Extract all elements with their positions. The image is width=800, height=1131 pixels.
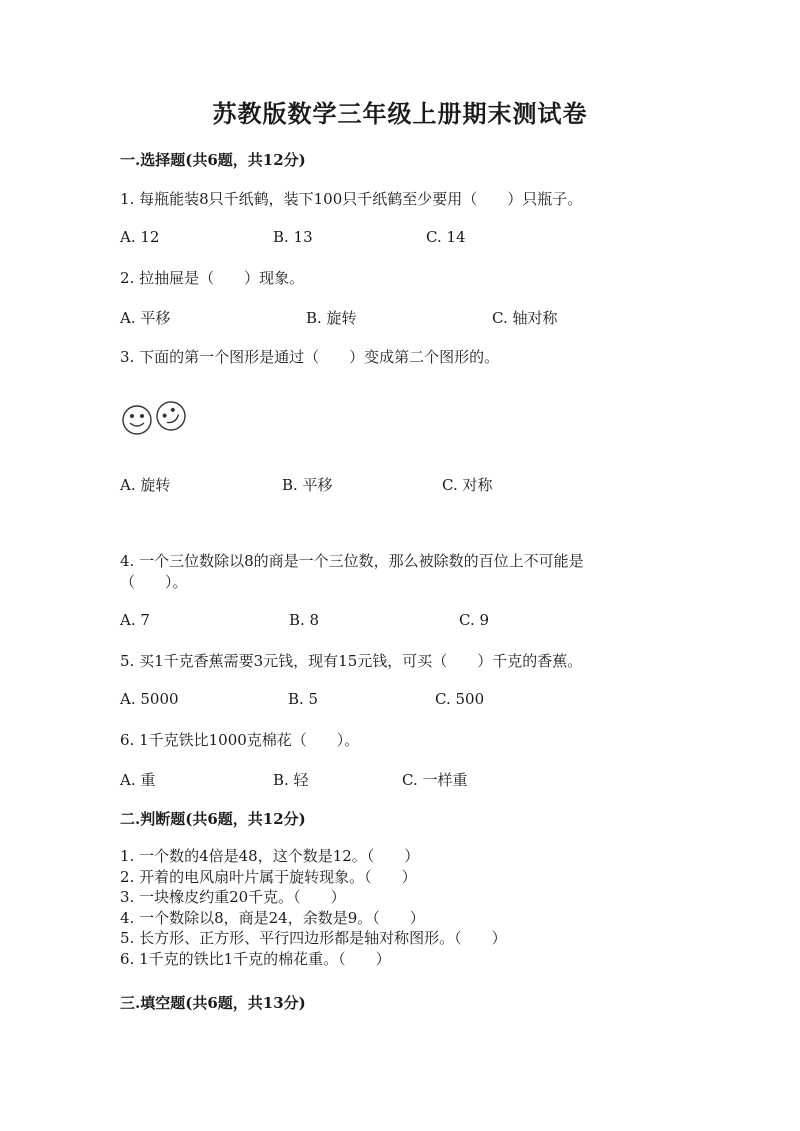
option-a: A. 7 [120, 611, 150, 629]
question-stem: 2. 拉抽屉是（ ）现象。 [120, 269, 305, 287]
smiley-upright-icon [123, 406, 151, 434]
option-a: A. 平移 [120, 309, 171, 327]
option-b: B. 轻 [273, 771, 309, 789]
section-heading-judge: 二.判断题(共6题，共12分) [120, 810, 306, 828]
judge-item: 2. 开着的电风扇叶片属于旋转现象。（ ） [120, 868, 417, 886]
option-b: B. 8 [289, 611, 320, 629]
smiley-faces-illustration [120, 400, 192, 440]
option-b: B. 5 [288, 690, 319, 708]
option-c: C. 对称 [442, 476, 493, 494]
option-b: B. 旋转 [306, 309, 357, 327]
judge-item: 5. 长方形、正方形、平行四边形都是轴对称图形。（ ） [120, 929, 507, 947]
section-heading-choice: 一.选择题(共6题，共12分) [120, 151, 306, 169]
option-b: B. 13 [273, 228, 313, 246]
option-c: C. 9 [459, 611, 490, 629]
judge-item: 1. 一个数的4倍是48，这个数是12。（ ） [120, 847, 420, 865]
option-a: A. 重 [120, 771, 156, 789]
option-b: B. 平移 [282, 476, 333, 494]
option-a: A. 12 [120, 228, 160, 246]
question-stem-line2: （ ）。 [120, 573, 188, 591]
option-c: C. 轴对称 [492, 309, 558, 327]
option-c: C. 一样重 [402, 771, 468, 789]
option-a: A. 5000 [120, 690, 179, 708]
question-stem: 1. 每瓶能装8只千纸鹤，装下100只千纸鹤至少要用（ ）只瓶子。 [120, 190, 583, 208]
judge-item: 3. 一块橡皮约重20千克。（ ） [120, 888, 346, 906]
question-stem: 3. 下面的第一个图形是通过（ ）变成第二个图形的。 [120, 348, 500, 366]
question-stem-line1: 4. 一个三位数除以8的商是一个三位数，那么被除数的百位上不可能是 [120, 552, 584, 570]
option-c: C. 14 [426, 228, 466, 246]
question-stem: 5. 买1千克香蕉需要3元钱，现有15元钱，可买（ ）千克的香蕉。 [120, 652, 583, 670]
judge-item: 6. 1千克的铁比1千克的棉花重。（ ） [120, 950, 391, 968]
question-stem: 6. 1千克铁比1000克棉花（ ）。 [120, 731, 360, 749]
judge-item: 4. 一个数除以8，商是24，余数是9。（ ） [120, 909, 425, 927]
smiley-rotated-icon [152, 400, 191, 435]
option-a: A. 旋转 [120, 476, 171, 494]
option-c: C. 500 [435, 690, 485, 708]
smiley-figures [120, 400, 192, 440]
page-title: 苏教版数学三年级上册期末测试卷 [212, 99, 588, 128]
section-heading-fill: 三.填空题(共6题，共13分) [120, 994, 306, 1012]
